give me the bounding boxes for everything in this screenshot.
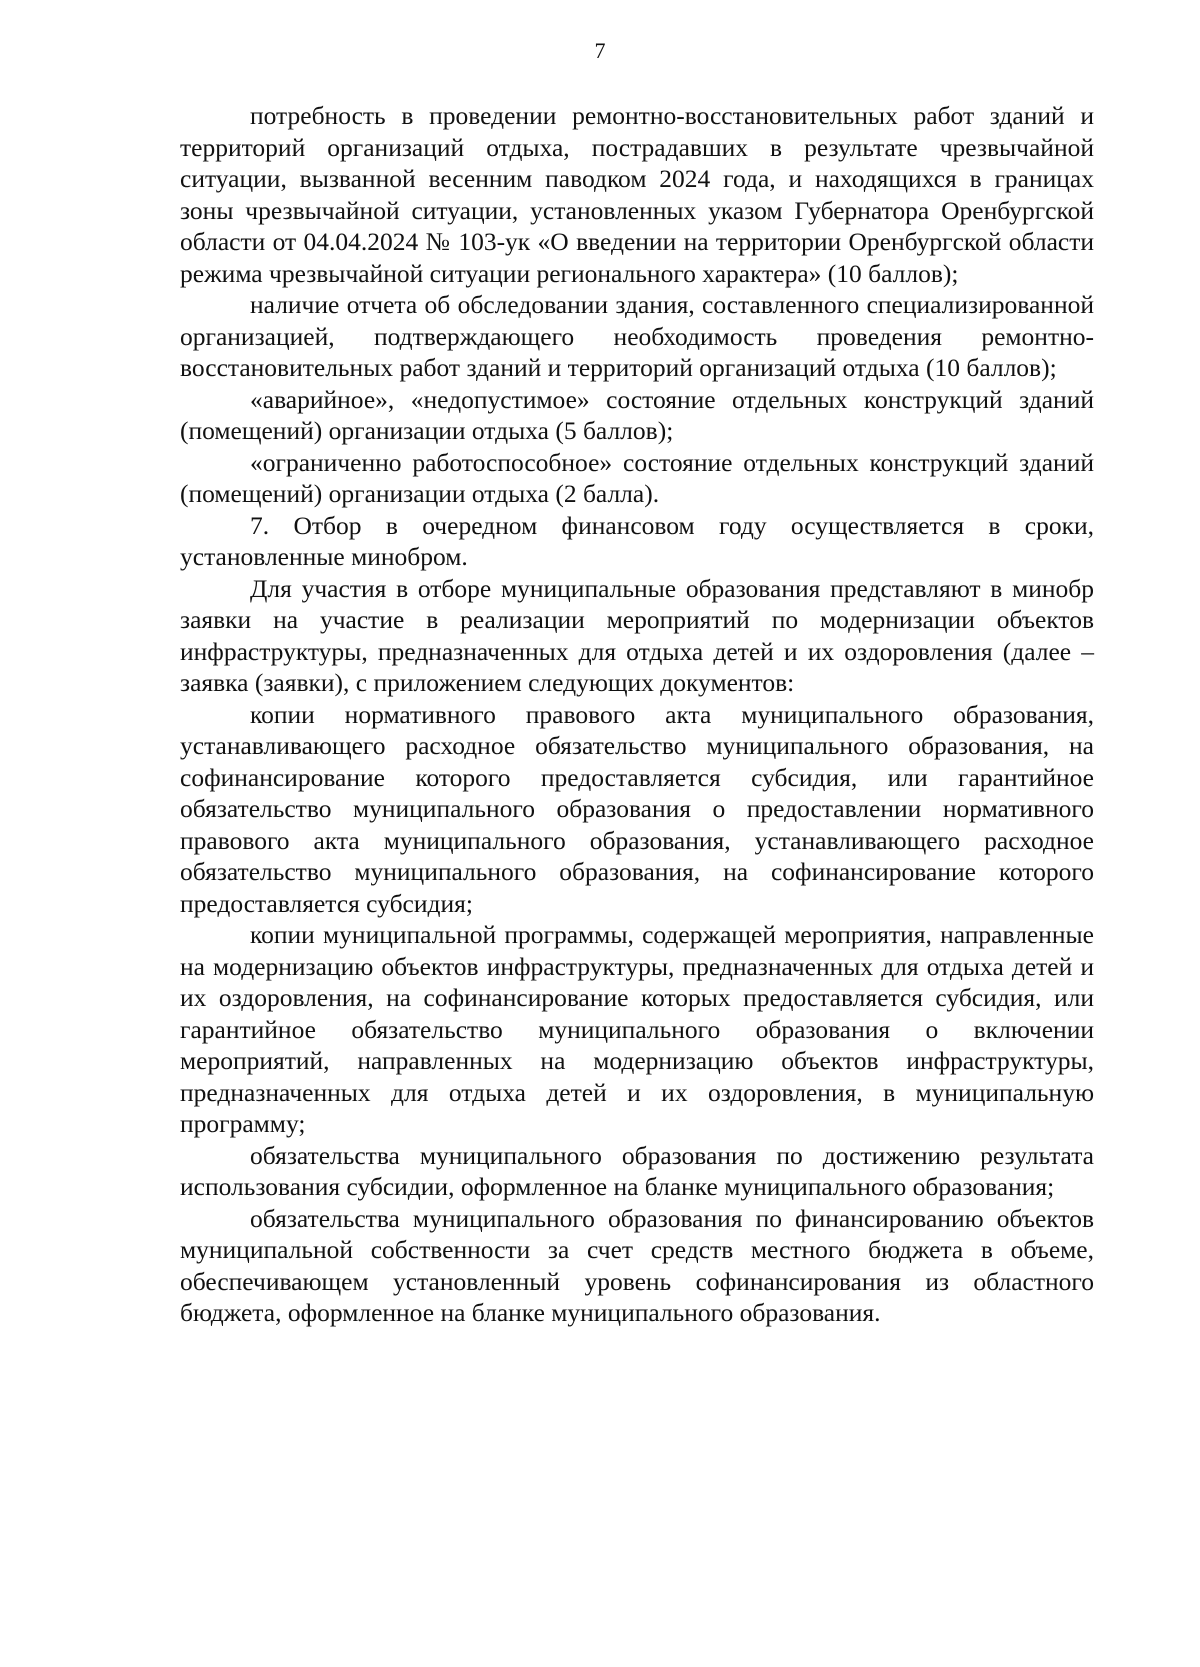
document-item-result-obligation: обязательства муниципального образования по достижению результата использования субсидии, оформленное на бланке муниципального образования; [180, 1140, 1094, 1201]
document-item-financing-obligation: обязательства муниципального образования по финансированию объектов муниципальной собственности за счет средств местного бюджета в объеме, обеспечивающем установленный уровень софинансирования из областного бюджета, оформленное на бланке муниципального образования. [180, 1203, 1094, 1327]
document-body [180, 100, 1094, 1329]
criterion-flood-damage: потребность в проведении ремонтно-восстановительных работ зданий и территорий организаций отдыха, пострадавших в результате чрезвычайной ситуации, вызванной весенним паводком 2024 года, и находящихся в границах зоны чрезвычайной ситуации, установленных указом Губернатора Оренбургской области от 04.04.2024 № 103-ук «О введении на территории Оренбургской области режима чрезвычайной ситуации регионального характера» (10 баллов); [180, 101, 1094, 288]
document-item-normative-act: копии нормативного правового акта муниципального образования, устанавливающего расходное обязательство муниципального образования, на софинансирование которого предоставляется субсидия, или гарантийное обязательство муниципального образования о предоставлении нормативного правового акта муниципального образования, устанавливающего расходное обязательство муниципального образования, на софинансирование которого предоставляется субсидия; [180, 699, 1094, 918]
clause-7-selection-timing: 7. Отбор в очередном финансовом году осуществляется в сроки, установленные минобром. [180, 510, 1094, 571]
page-number: 7 [594, 38, 606, 63]
criterion-limited-condition: «ограниченно работоспособное» состояние отдельных конструкций зданий (помещений) организации отдыха (2 балла). [180, 447, 1094, 508]
application-requirements: Для участия в отборе муниципальные образования представляют в минобр заявки на участие в реализации мероприятий по модернизации объектов инфраструктуры, предназначенных для отдыха детей и их оздоровления (далее – заявка (заявки), с приложением следующих документов: [180, 573, 1094, 697]
criterion-emergency-condition: «аварийное», «недопустимое» состояние отдельных конструкций зданий (помещений) организации отдыха (5 баллов); [180, 384, 1094, 445]
criterion-inspection-report: наличие отчета об обследовании здания, составленного специализированной организацией, подтверждающего необходимость проведения ремонтно-восстановительных работ зданий и территорий организаций отдыха (10 баллов); [180, 290, 1094, 382]
document-item-municipal-program: копии муниципальной программы, содержащей мероприятия, направленные на модернизацию объектов инфраструктуры, предназначенных для отдыха детей и их оздоровления, на софинансирование которых предоставляется субсидия, или гарантийное обязательство муниципального образования о включении мероприятий, направленных на модернизацию объектов инфраструктуры, предназначенных для отдыха детей и их оздоровления, в муниципальную программу; [180, 920, 1094, 1138]
